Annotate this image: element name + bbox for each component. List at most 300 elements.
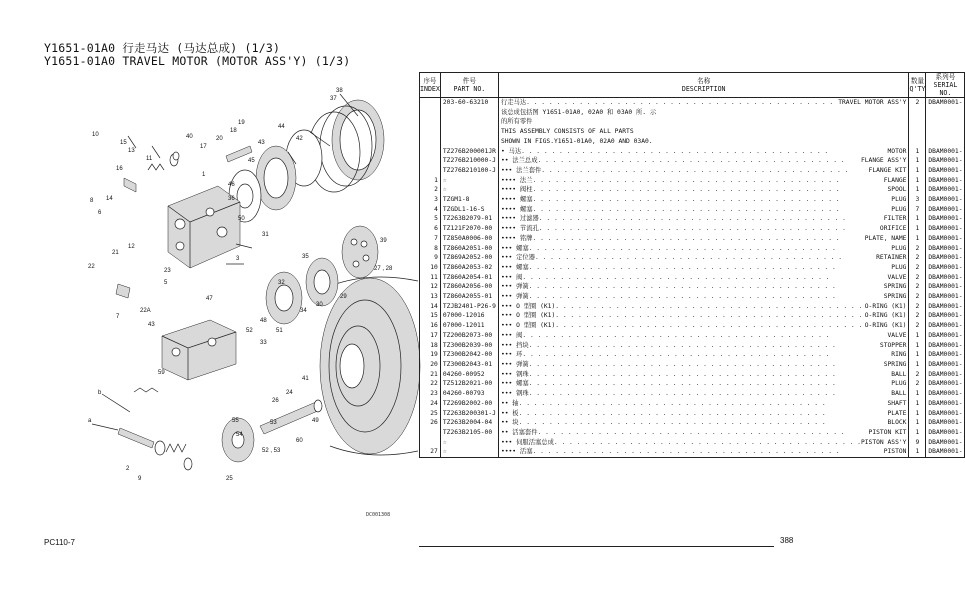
row-qty: 1: [909, 360, 926, 370]
row-qty: 3: [909, 195, 926, 205]
leader-dots: [554, 438, 861, 448]
row-serial: DBAM0001-: [926, 399, 965, 409]
row-description: [498, 292, 909, 302]
row-description: [498, 350, 909, 360]
row-qty: 7: [909, 205, 926, 215]
row-serial: DBAM0001-: [926, 273, 965, 283]
callout: 53: [270, 420, 277, 426]
row-desc-en: PLUG: [891, 244, 907, 252]
row-description: [498, 244, 909, 254]
callout: 27 , 28: [374, 266, 393, 272]
leader-dots: [533, 185, 888, 195]
row-description: [498, 195, 909, 205]
callout: 29: [340, 294, 347, 300]
row-desc-zh: ••• 螺塞: [500, 263, 529, 271]
table-row: [420, 253, 965, 263]
row-serial: DBAM0001-: [926, 360, 965, 370]
leader-dots: [529, 263, 892, 273]
row-part-no: TZ300B2039-00: [440, 341, 498, 351]
row-serial: DBAM0001-: [926, 292, 965, 302]
row-serial: DBAM0001-: [926, 418, 965, 428]
row-desc-en: BLOCK: [887, 419, 907, 427]
table-row: [420, 399, 965, 409]
row-description: [498, 447, 909, 457]
table-row: [420, 156, 965, 166]
callout: 51: [276, 328, 283, 334]
parts-list-table: [419, 72, 965, 458]
row-index: 24: [420, 399, 441, 409]
row-part-no: [440, 127, 498, 137]
row-qty: 1: [909, 147, 926, 157]
footer-rule: [419, 546, 774, 547]
callout: 42: [296, 136, 303, 142]
row-qty: 2: [909, 379, 926, 389]
parts-list-body: [420, 98, 965, 458]
row-desc-zh: ••• O 型圈 (K1): [500, 322, 556, 330]
table-row: [420, 418, 965, 428]
leader-dots: [529, 292, 884, 302]
row-part-no: [440, 117, 498, 127]
row-description: [498, 263, 909, 273]
row-desc-zh: ••• 伺服活塞总成: [500, 438, 554, 446]
leader-dots: [539, 214, 884, 224]
table-header-row: [420, 73, 965, 98]
row-part-no: 04260-00952: [440, 370, 498, 380]
table-row: [420, 409, 965, 419]
callout: 5: [164, 280, 168, 286]
row-serial: DBAM0001-: [926, 379, 965, 389]
row-serial: DBAM0001-: [926, 311, 965, 321]
row-qty: 2: [909, 321, 926, 331]
table-row: [420, 195, 965, 205]
callout: 34: [300, 308, 307, 314]
callout: 60: [296, 438, 303, 444]
row-part-no: TZGDL1-16-S: [440, 205, 498, 215]
table-row: [420, 273, 965, 283]
table-row: [420, 214, 965, 224]
row-desc-zh: ••• O 型圈 (K1): [500, 312, 556, 320]
callout: 2: [126, 466, 130, 472]
row-description: [498, 360, 909, 370]
column-header-description: 名称 DESCRIPTION: [498, 73, 909, 98]
row-serial: DBAM0001-: [926, 350, 965, 360]
row-description: [498, 438, 909, 448]
row-desc-zh: •• 板: [500, 409, 519, 417]
row-desc-zh: ••• 阀: [500, 273, 523, 281]
leader-dots: [538, 428, 869, 438]
callout: 30: [316, 302, 323, 308]
row-description: [498, 409, 909, 419]
row-part-no: ☆: [440, 447, 498, 457]
row-serial: [926, 137, 965, 147]
row-qty: 1: [909, 185, 926, 195]
table-row: [420, 98, 965, 108]
leader-dots: [519, 418, 888, 428]
row-index: 5: [420, 214, 441, 224]
row-part-no: 04260-00793: [440, 389, 498, 399]
row-index: 9: [420, 253, 441, 263]
callout: 16: [116, 166, 123, 172]
table-row: [420, 379, 965, 389]
row-serial: DBAM0001-: [926, 438, 965, 448]
row-index: 18: [420, 341, 441, 351]
row-qty: 1: [909, 399, 926, 409]
lower-block-drawing: [162, 320, 236, 380]
row-desc-zh: •••• 螺塞: [500, 205, 533, 213]
row-description: [498, 341, 909, 351]
callout: 22A: [140, 308, 151, 314]
table-row: [420, 350, 965, 360]
table-row: [420, 311, 965, 321]
row-note: 的所有零件: [500, 118, 533, 126]
row-qty: 1: [909, 428, 926, 438]
row-index: 11: [420, 273, 441, 283]
callout: 9: [138, 476, 142, 482]
row-index: 12: [420, 282, 441, 292]
leader-dots: [533, 195, 892, 205]
row-part-no: ☆: [440, 438, 498, 448]
row-desc-en: VALVE: [887, 273, 907, 281]
row-desc-zh: •••• 阀柱: [500, 186, 533, 194]
row-desc-zh: •••• 铭牌: [500, 234, 533, 242]
row-serial: DBAM0001-: [926, 282, 965, 292]
row-desc-en: BALL: [891, 390, 907, 398]
row-index: 7: [420, 234, 441, 244]
table-row: [420, 370, 965, 380]
row-part-no: TZ869A2052-00: [440, 253, 498, 263]
table-row: [420, 447, 965, 457]
leader-dots: [522, 273, 887, 283]
table-row: [420, 244, 965, 254]
row-description: [498, 117, 909, 127]
row-qty: 1: [909, 409, 926, 419]
row-qty: 2: [909, 253, 926, 263]
row-serial: DBAM0001-: [926, 321, 965, 331]
row-part-no: TZ263B2079-01: [440, 214, 498, 224]
callout: 6: [98, 210, 102, 216]
row-index: 17: [420, 331, 441, 341]
row-desc-zh: •••• 活塞: [500, 448, 533, 456]
row-index: 15: [420, 311, 441, 321]
row-description: [498, 379, 909, 389]
row-index: 4: [420, 205, 441, 215]
row-part-no: TZ512B2021-00: [440, 379, 498, 389]
leader-dots: [526, 98, 838, 108]
row-qty: 2: [909, 302, 926, 312]
row-qty: 1: [909, 214, 926, 224]
row-part-no: TZGM1-8: [440, 195, 498, 205]
row-desc-zh: ••• 螺塞: [500, 244, 529, 252]
row-part-no: TZ860A2054-01: [440, 273, 498, 283]
row-part-no: ☆: [440, 185, 498, 195]
leader-dots: [529, 282, 884, 292]
row-serial: [926, 108, 965, 118]
row-desc-en: PLATE, NAME: [864, 234, 907, 242]
row-index: 1: [420, 176, 441, 186]
row-serial: DBAM0001-: [926, 214, 965, 224]
row-qty: 1: [909, 350, 926, 360]
row-description: [498, 428, 909, 438]
row-index: [420, 428, 441, 438]
row-index: 10: [420, 263, 441, 273]
row-description: [498, 273, 909, 283]
row-serial: DBAM0001-: [926, 176, 965, 186]
row-qty: 2: [909, 263, 926, 273]
row-desc-en: PLUG: [891, 205, 907, 213]
exploded-parts-diagram: [40, 76, 418, 538]
callout: 3: [236, 256, 240, 262]
row-desc-zh: 行走马达: [500, 99, 527, 106]
callout: 55: [232, 418, 239, 424]
column-header-part-no: 件号 PART NO.: [440, 73, 498, 98]
row-desc-en: PISTON: [883, 448, 907, 456]
row-desc-zh: •• 活塞套件: [500, 428, 538, 436]
row-description: [498, 331, 909, 341]
leader-dots: [533, 176, 884, 186]
row-part-no: TZ276B200001JR: [440, 147, 498, 157]
callout: 18: [230, 128, 237, 134]
row-index: 8: [420, 244, 441, 254]
row-desc-en: O-RING (K1): [864, 312, 907, 320]
row-serial: DBAM0001-: [926, 244, 965, 254]
row-part-no: TZ276B210000-J: [440, 156, 498, 166]
row-description: [498, 418, 909, 428]
row-part-no: TZJB2401-P26-9: [440, 302, 498, 312]
callout: 50: [238, 216, 245, 222]
row-desc-zh: ••• 钢珠: [500, 370, 529, 378]
row-qty: [909, 127, 926, 137]
row-desc-en: VALVE: [887, 331, 907, 339]
row-serial: DBAM0001-: [926, 302, 965, 312]
row-index: 19: [420, 350, 441, 360]
row-serial: DBAM0001-: [926, 224, 965, 234]
row-description: [498, 399, 909, 409]
leader-dots: [555, 302, 865, 312]
row-desc-en: PLUG: [891, 196, 907, 204]
leader-dots: [521, 147, 887, 157]
row-desc-zh: ••• 法兰套件: [500, 166, 542, 174]
column-header-index: 序号 INDEX: [420, 73, 441, 98]
row-desc-zh: •• 法兰总成: [500, 157, 538, 165]
row-part-no: ☆: [440, 176, 498, 186]
row-desc-zh: ••• 弹簧: [500, 293, 529, 301]
row-desc-en: O-RING (K1): [864, 302, 907, 310]
row-part-no: [440, 108, 498, 118]
row-description: [498, 137, 909, 147]
row-index: [420, 108, 441, 118]
row-description: [498, 311, 909, 321]
row-index: 6: [420, 224, 441, 234]
table-row: [420, 166, 965, 176]
row-index: 21: [420, 370, 441, 380]
leader-dots: [533, 447, 884, 457]
row-description: [498, 108, 909, 118]
table-row: [420, 263, 965, 273]
table-row: [420, 389, 965, 399]
callout: 14: [106, 196, 113, 202]
row-serial: DBAM0001-: [926, 195, 965, 205]
row-part-no: 07000-12011: [440, 321, 498, 331]
row-part-no: TZ850A0006-00: [440, 234, 498, 244]
column-header-qty: 数量 Q'TY: [909, 73, 926, 98]
leader-dots: [539, 224, 880, 234]
row-index: [420, 156, 441, 166]
table-row: [420, 127, 965, 137]
row-desc-zh: ••• 阀: [500, 331, 523, 339]
row-index: [420, 438, 441, 448]
row-qty: 1: [909, 166, 926, 176]
callout: 13: [128, 148, 135, 154]
row-part-no: 203-60-63210: [440, 98, 498, 108]
callout: 23: [164, 268, 171, 274]
row-desc-zh: ••• 环: [500, 351, 523, 359]
row-qty: 9: [909, 438, 926, 448]
callout: 31: [262, 232, 269, 238]
row-serial: DBAM0001-: [926, 389, 965, 399]
callout: 25: [226, 476, 233, 482]
callout: 10: [92, 132, 99, 138]
leader-dots: [541, 166, 868, 176]
row-desc-zh: •••• 法兰: [500, 176, 533, 184]
row-desc-en: SPRING: [883, 283, 907, 291]
row-serial: DBAM0001-: [926, 428, 965, 438]
table-row: [420, 428, 965, 438]
row-qty: 2: [909, 292, 926, 302]
row-index: [420, 98, 441, 108]
row-qty: 1: [909, 234, 926, 244]
table-row: [420, 438, 965, 448]
callout: 8: [90, 198, 94, 204]
row-index: 27: [420, 447, 441, 457]
callout: 17: [200, 144, 207, 150]
callout: 49: [312, 418, 319, 424]
callout: a: [88, 418, 92, 424]
row-desc-en: SHAFT: [887, 399, 907, 407]
motor-casing-drawing: [320, 277, 420, 455]
leader-dots: [533, 205, 892, 215]
table-row: [420, 331, 965, 341]
row-desc-en: SPRING: [883, 360, 907, 368]
row-index: 13: [420, 292, 441, 302]
callout: 22: [88, 264, 95, 270]
row-desc-en: FLANGE KIT: [868, 166, 907, 174]
row-desc-zh: ••• 弹簧: [500, 360, 529, 368]
row-serial: DBAM0001-: [926, 205, 965, 215]
row-part-no: TZ263B200301-J: [440, 409, 498, 419]
row-qty: [909, 117, 926, 127]
row-index: 3: [420, 195, 441, 205]
row-serial: DBAM0001-: [926, 156, 965, 166]
row-qty: 2: [909, 98, 926, 108]
row-desc-zh: ••• 定位器: [500, 254, 535, 262]
row-qty: 2: [909, 370, 926, 380]
row-description: [498, 302, 909, 312]
leader-dots: [529, 389, 892, 399]
callout: 15: [120, 140, 127, 146]
row-desc-en: PLUG: [891, 380, 907, 388]
leader-dots: [529, 379, 892, 389]
callout: 7: [116, 314, 120, 320]
leader-dots: [535, 253, 876, 263]
callout: 47: [206, 296, 213, 302]
row-description: [498, 389, 909, 399]
row-part-no: TZ263B2004-04: [440, 418, 498, 428]
row-desc-zh: ••• 钢珠: [500, 390, 529, 398]
row-desc-en: ORIFICE: [879, 225, 907, 233]
table-row: [420, 282, 965, 292]
row-description: [498, 321, 909, 331]
row-desc-zh: ••• 挡块: [500, 341, 529, 349]
row-serial: DBAM0001-: [926, 98, 965, 108]
row-index: 25: [420, 409, 441, 419]
row-desc-en: PISTON ASS'Y: [860, 438, 907, 446]
callout: 46: [228, 182, 235, 188]
row-serial: DBAM0001-: [926, 409, 965, 419]
row-index: [420, 137, 441, 147]
row-desc-en: O-RING (K1): [864, 322, 907, 330]
leader-dots: [522, 331, 887, 341]
row-serial: DBAM0001-: [926, 234, 965, 244]
callout: 11: [146, 156, 153, 162]
leader-dots: [555, 321, 865, 331]
row-desc-en: PLATE: [887, 409, 907, 417]
row-index: [420, 127, 441, 137]
row-index: 14: [420, 302, 441, 312]
row-description: [498, 224, 909, 234]
row-serial: DBAM0001-: [926, 166, 965, 176]
row-desc-en: TRAVEL MOTOR ASS'Y: [838, 99, 907, 106]
table-row: [420, 234, 965, 244]
row-desc-zh: ••• 螺塞: [500, 380, 529, 388]
row-part-no: TZ121F2070-00: [440, 224, 498, 234]
row-serial: DBAM0001-: [926, 185, 965, 195]
row-description: [498, 234, 909, 244]
row-serial: DBAM0001-: [926, 331, 965, 341]
row-description: [498, 156, 909, 166]
row-qty: 2: [909, 311, 926, 321]
row-part-no: 07000-12016: [440, 311, 498, 321]
row-part-no: TZ860A2055-01: [440, 292, 498, 302]
row-description: [498, 147, 909, 157]
callout: 19: [238, 120, 245, 126]
callout: 41: [302, 376, 309, 382]
callout: 59: [158, 370, 165, 376]
row-qty: 1: [909, 418, 926, 428]
row-index: 20: [420, 360, 441, 370]
row-qty: 2: [909, 282, 926, 292]
row-description: [498, 98, 909, 108]
row-desc-en: SPOOL: [887, 186, 907, 194]
callout: 48: [260, 318, 267, 324]
row-qty: [909, 108, 926, 118]
callout: 35: [302, 254, 309, 260]
page-number: 388: [780, 536, 794, 545]
row-description: [498, 185, 909, 195]
table-row: [420, 360, 965, 370]
row-part-no: TZ860A2056-00: [440, 282, 498, 292]
callout: 21: [112, 250, 119, 256]
leader-dots: [529, 244, 892, 254]
row-desc-en: STOPPER: [879, 341, 907, 349]
leader-dots: [519, 409, 888, 419]
table-row: [420, 137, 965, 147]
row-desc-zh: •••• 节流孔: [500, 225, 539, 233]
row-desc-zh: ••• O 型圈 (K1): [500, 302, 556, 310]
leader-dots: [538, 156, 861, 166]
row-serial: DBAM0001-: [926, 370, 965, 380]
row-desc-en: MOTOR: [887, 147, 907, 155]
row-index: 23: [420, 389, 441, 399]
